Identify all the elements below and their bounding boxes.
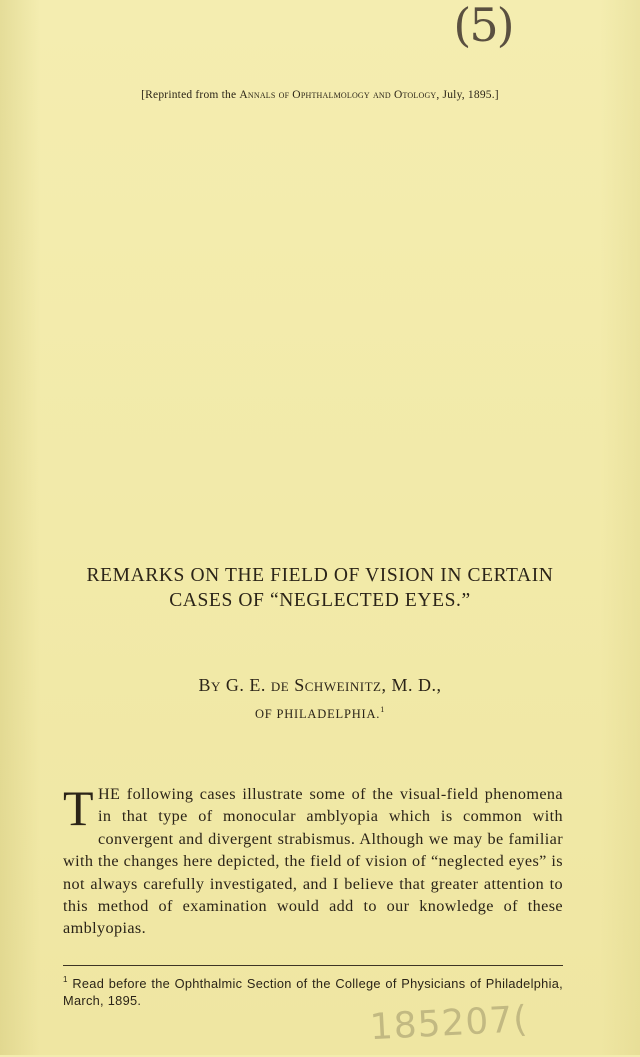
footnote-rule [63,965,563,966]
author-affiliation [0,705,640,722]
drop-cap: T [63,780,94,836]
body-text: HE following cases illustrate some of the visual-field phenomena in that type of monocular amblyopia which is common with convergent and divergent strabismus. Although we may be familiar with the changes here depicted, the field of vision of “neglected eyes” is not always carefully investigated, and I believe that greater attention to this method of examination would add to our knowledge of these amblyopias. [63,785,563,938]
article-title [60,563,580,613]
author-name: By G. E. de Schweinitz, M. D., [198,675,442,695]
reprint-prefix: [Reprinted from the [141,89,240,101]
footnote-ref: 1 [380,705,386,714]
footnote-text: Read before the Ophthalmic Section of the College of Physicians of Philadelphia, March, 1895. [63,976,563,1008]
reprint-journal: Annals of Ophthalmology and Otology [239,89,437,101]
page-stamp: (5) [453,0,513,52]
author-byline [0,675,640,696]
body-paragraph [63,780,563,940]
reprint-suffix: , July, 1895.] [436,89,499,101]
title-line-1: REMARKS ON THE FIELD OF VISION IN CERTAIN [86,565,554,586]
accession-number: 185207( [368,998,530,1049]
affiliation-text: OF PHILADELPHIA. [254,707,381,721]
reprint-note [0,89,640,101]
title-line-2: CASES OF “NEGLECTED EYES.” [169,590,471,611]
footnote-marker: 1 [63,975,68,984]
